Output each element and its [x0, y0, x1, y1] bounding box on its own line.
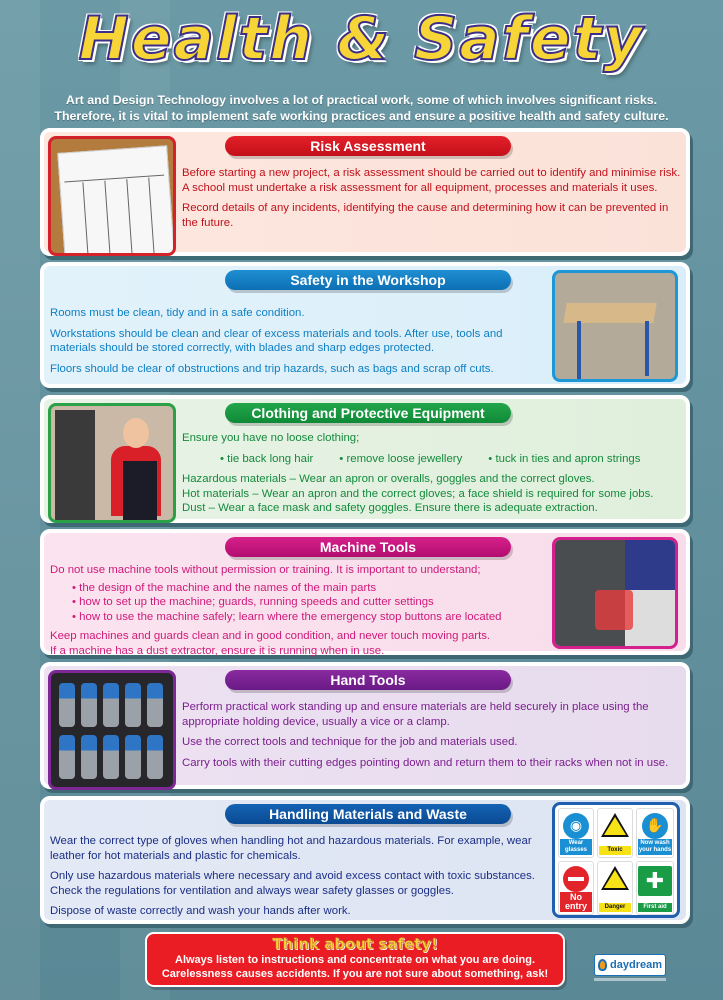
bullet-item: • tie back long hair — [220, 452, 314, 465]
sign-first-aid: ✚ First aid — [636, 861, 674, 915]
section-heading: Risk Assessment — [225, 136, 511, 156]
pillar-drill-guard-photo — [552, 537, 678, 649]
think-about-safety-banner — [145, 932, 565, 987]
hand-tools-card — [40, 662, 690, 789]
sign-danger: Danger — [597, 861, 633, 915]
poster-intro — [0, 92, 723, 124]
section-body: Do not use machine tools without permission or training. It is important to understand; • the design of the machine and the names of the main parts • how to set up the machine; guards, running speeds and cutter settings • how to use the machine safely; learn where the emergency stop buttons are located Keep machines and guards clean and in good condition, and never touch moving parts. If a machine has a dust extractor, ensure it is running when in use. — [50, 563, 555, 658]
section-body: Wear the correct type of gloves when handling hot and hazardous materials. For example, wear leather for hot materials and plastic for chemicals. Only use hazardous materials where necessary and avoid excess contact with toxic substances. Check the regulations for ventilation and always wear safety glasses or goggles. Dispose of waste correctly and wash your hands after work. — [50, 835, 535, 917]
section-heading: Handling Materials and Waste — [225, 804, 511, 824]
bullet-item: • how to use the machine safely; learn where the emergency stop buttons are located — [72, 610, 502, 623]
first-aid-icon: ✚ — [638, 866, 672, 896]
section-heading: Hand Tools — [225, 670, 511, 690]
copyright-line — [594, 978, 666, 981]
materials-waste-card — [40, 796, 690, 924]
banner-heading: Think about safety! — [272, 935, 438, 953]
intro-line-2: Therefore, it is vital to implement safe working practices and ensure a positive health and safety culture. — [54, 109, 669, 123]
section-body: Rooms must be clean, tidy and in a safe condition. Workstations should be clean and clear of excess materials and tools. After use, tools and materials should be stored correctly, with blades and sharp edges protected. Floors should be clear of obstructions and trip hazards, such as bags and scrap off cuts. — [50, 307, 503, 375]
goggles-icon: ◉ — [563, 813, 589, 839]
section-heading: Clothing and Protective Equipment — [225, 403, 511, 423]
wash-hands-icon: ✋ — [642, 813, 668, 839]
section-body: Before starting a new project, a risk assessment should be carried out to identify and minimise risk. A school must undertake a risk assessment for all equipment, processes and materials it uses. Record details of any incidents, identifying the cause and determining how it can be prevented in the future. — [182, 167, 681, 229]
machine-tools-card — [40, 529, 690, 655]
intro-line-1: Art and Design Technology involves a lot of practical work, some of which involves significant risks. — [65, 93, 658, 107]
bullet-item: • the design of the machine and the names of the main parts — [72, 581, 377, 594]
bullet-item: • how to set up the machine; guards, running speeds and cutter settings — [72, 596, 434, 608]
section-body: Ensure you have no loose clothing; • tie back long hair • remove loose jewellery • tuck in ties and apron strings Hazardous materials – Wear an apron or overalls, goggles and the correct gloves. Hot materials – Wear an apron and the correct gloves; a face shield is required for some jobs. Dust – Wear a face mask and safety goggles. Ensure there is adequate extraction. — [182, 431, 687, 516]
corrosive-warning-icon — [601, 866, 629, 890]
safety-signs-panel — [552, 802, 680, 918]
banner-line-1: Always listen to instructions and concentrate on what you are doing. — [175, 954, 535, 966]
toxic-warning-icon — [601, 813, 629, 837]
logo-mark-icon — [598, 959, 607, 971]
risk-assessment-form-photo — [48, 136, 176, 256]
no-entry-icon — [563, 866, 589, 892]
sign-toxic: Toxic — [597, 808, 633, 858]
daydream-logo: daydream — [594, 954, 666, 976]
bullet-item: • tuck in ties and apron strings — [488, 452, 641, 465]
bullet-list — [50, 581, 555, 625]
section-heading: Machine Tools — [225, 537, 511, 557]
student-at-pillar-drill-photo — [48, 403, 176, 523]
section-heading: Safety in the Workshop — [225, 270, 511, 290]
risk-assessment-card — [40, 128, 690, 256]
section-body: Perform practical work standing up and ensure materials are held securely in place using the appropriate holding device, usually a vice or a clamp. Use the correct tools and technique for the job and materials used. Carry tools with their cutting edges pointing down and return them to their racks when not in use. — [182, 701, 669, 769]
protective-equipment-card — [40, 395, 690, 523]
bullet-row — [182, 452, 687, 467]
saw-rack-photo — [48, 670, 176, 790]
sign-wear-glasses: ◉ Wear glasses — [558, 808, 594, 858]
sign-no-entry: No entry — [558, 861, 594, 915]
banner-line-2: Carelessness causes accidents. If you are not sure about something, ask! — [161, 968, 549, 980]
sign-wash-hands: ✋ Now wash your hands — [636, 808, 674, 858]
workshop-safety-card — [40, 262, 690, 388]
poster-title: Health & Safety — [78, 4, 645, 74]
workshop-workbench-photo — [552, 270, 678, 382]
bullet-item: • remove loose jewellery — [339, 452, 463, 465]
